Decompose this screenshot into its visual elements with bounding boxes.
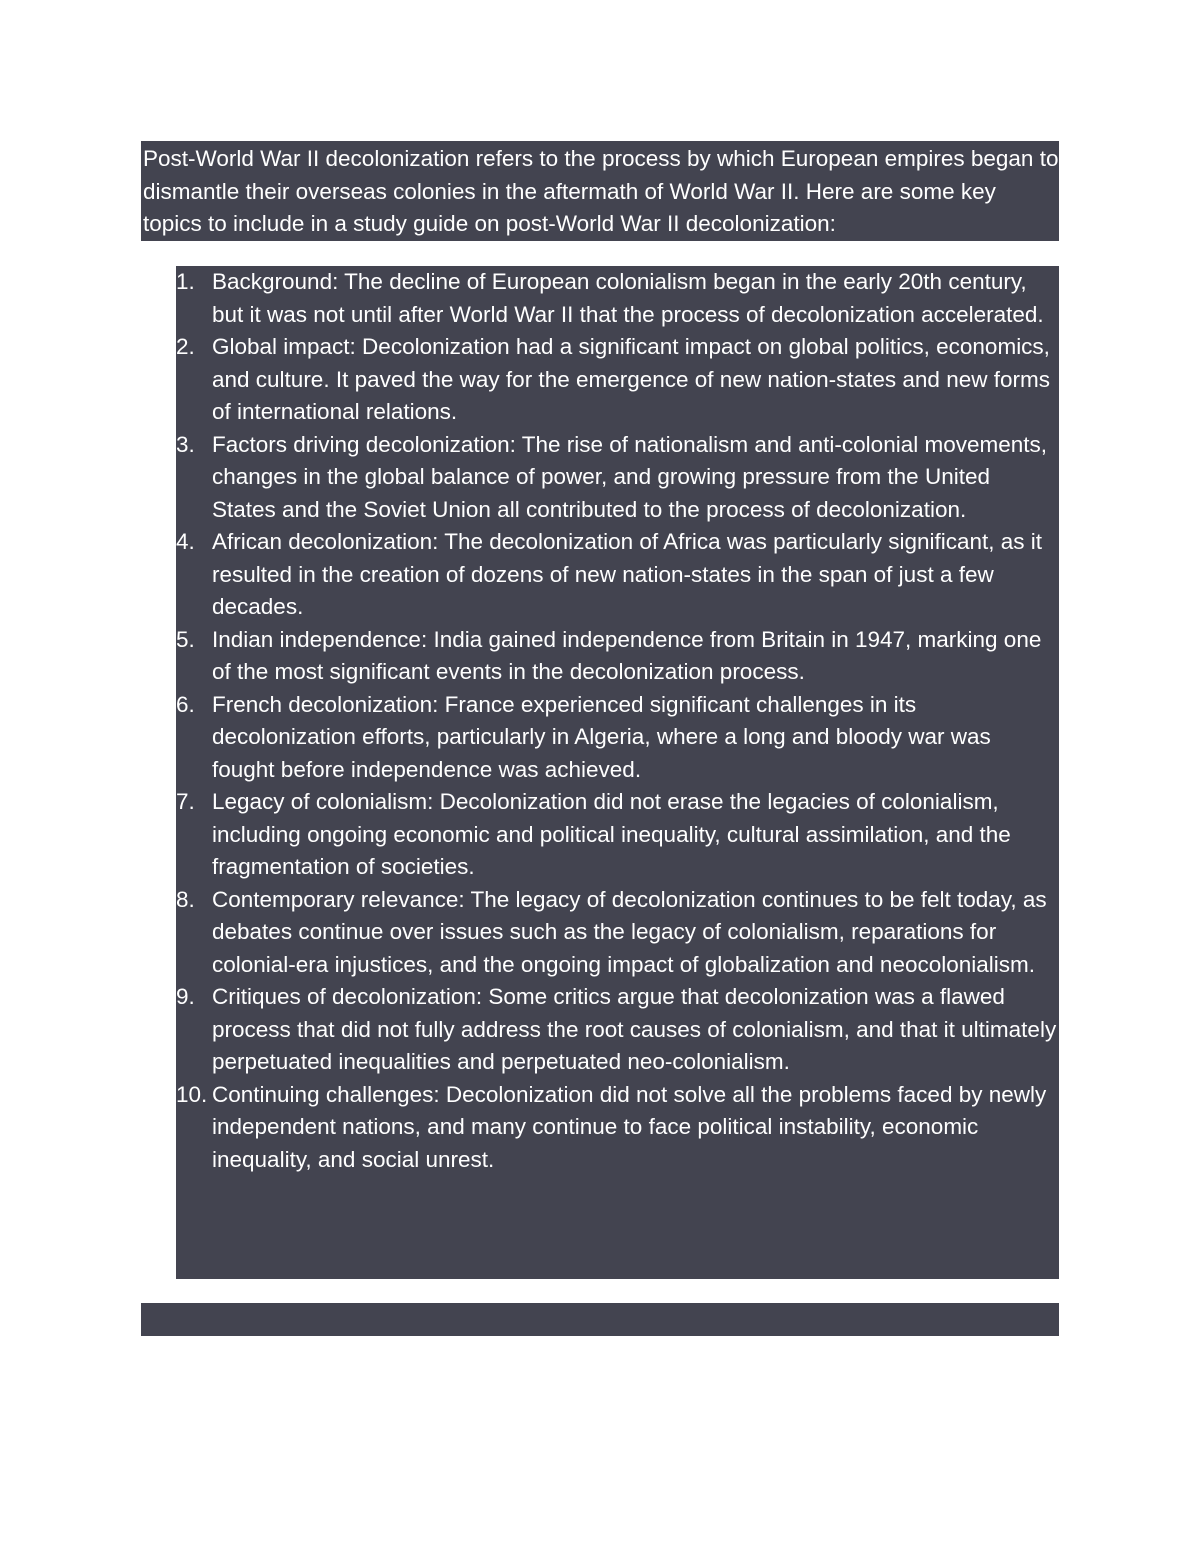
list-item-text: French decolonization: France experienced significant challenges in its decolonization efforts, particularly in Algeria, where a long and bloody war was fought before independence was achieved. xyxy=(212,691,991,782)
list-item-number: 4. xyxy=(176,529,195,554)
list-item xyxy=(0,624,1057,689)
list-item-number: 3. xyxy=(176,431,195,457)
list-item-text: Contemporary relevance: The legacy of decolonization continues to be felt today, as debates continue over issues such as the legacy of colonialism, reparations for colonial-era injustices, and the ongoing impact of globalization and neocolonialism. xyxy=(212,886,1047,977)
list-item xyxy=(0,526,1057,624)
empty-block xyxy=(141,1303,1059,1336)
list-item-text: Indian independence: India gained independence from Britain in 1947, marking one of the most significant events in the decolonization process. xyxy=(212,626,1042,684)
list-item-text: Factors driving decolonization: The rise of nationalism and anti-colonial movements, changes in the global balance of power, and growing pressure from the United States and the Soviet Union all contributed to the process of decolonization. xyxy=(212,431,1048,522)
list-item xyxy=(0,429,1057,527)
list-item xyxy=(0,1079,1057,1177)
topics-block xyxy=(176,266,1059,1279)
list-item-text: African decolonization: The decolonization of Africa was particularly significant, as it resulted in the creation of dozens of new nation-states in the span of just a few decades. xyxy=(212,529,1043,619)
list-item-text: Global impact: Decolonization had a significant impact on global politics, economics, and culture. It paved the way for the emergence of new nation-states and new forms of international relations. xyxy=(212,334,1050,424)
list-item-text: Legacy of colonialism: Decolonization did not erase the legacies of colonialism, including ongoing economic and political inequality, cultural assimilation, and the fragmentation of societies. xyxy=(212,789,1011,879)
list-item xyxy=(0,689,1057,787)
topics-list xyxy=(0,266,1059,1176)
list-item xyxy=(0,981,1057,1079)
list-item xyxy=(0,884,1057,982)
list-item-number: 10. xyxy=(176,1081,208,1107)
list-item-number: 1. xyxy=(176,269,195,294)
list-item-text: Critiques of decolonization: Some critics argue that decolonization was a flawed process that did not fully address the root causes of colonialism, and that it ultimately perpetuated inequalities and perpetuated neo-colonialism. xyxy=(212,984,1057,1074)
list-item xyxy=(0,786,1057,884)
list-item-number: 2. xyxy=(176,334,195,359)
list-item-text: Continuing challenges: Decolonization did not solve all the problems faced by newly independent nations, and many continue to face political instability, economic inequality, and social unrest. xyxy=(212,1081,1047,1172)
intro-paragraph: Post-World War II decolonization refers to the process by which European empires began to dismantle their overseas colonies in the aftermath of World War II. Here are some key topics to include in a study guide on post-World War II decolonization: xyxy=(143,146,1059,236)
list-item xyxy=(0,331,1057,429)
list-item-text: Background: The decline of European colonialism began in the early 20th century, but it was not until after World War II that the process of decolonization accelerated. xyxy=(212,269,1044,327)
list-item-number: 6. xyxy=(176,691,195,717)
list-item-number: 8. xyxy=(176,886,195,912)
intro-block xyxy=(141,141,1059,241)
list-item-number: 5. xyxy=(176,626,195,652)
list-item-number: 7. xyxy=(176,789,195,814)
list-item xyxy=(0,266,1057,331)
list-item-number: 9. xyxy=(176,984,195,1009)
